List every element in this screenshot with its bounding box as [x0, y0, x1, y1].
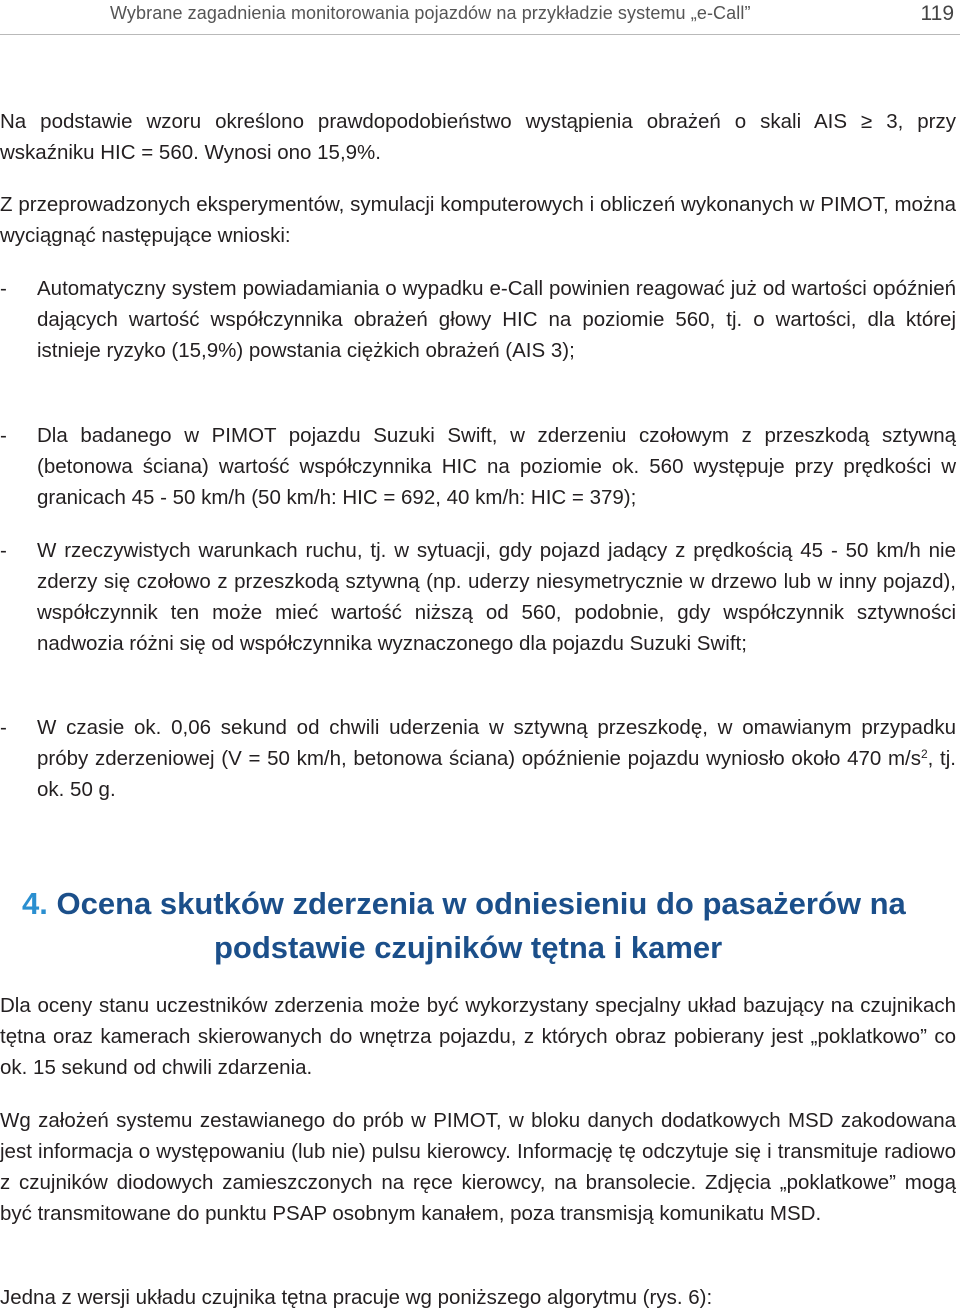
- body-paragraph-cameras: Dla oceny stanu uczestników zderzenia może być wykorzystany specjalny układ bazujący na czujnikach tętna oraz kamerach skierowanych do wnętrza pojazdu, z których obraz pobierany jest „poklatkowo” co ok. 15 sekund od chwili zdarzenia.: [0, 994, 956, 1079]
- list-item-text-tail: , tj. ok. 50 g.: [37, 747, 956, 801]
- greater-equal-symbol: ≥: [860, 110, 873, 133]
- section-number: 4.: [22, 886, 48, 921]
- list-item-text-main: W czasie ok. 0,06 sekund od chwili uderzenia w sztywną przeszkodę, w omawianym przypadku próby zderzeniowej (V = 50 km/h, betonowa ściana) opóźnienie pojazdu wyniosło około 470 m/s: [37, 716, 956, 770]
- list-item: [0, 273, 956, 366]
- list-item-text: [37, 712, 956, 805]
- page-number: 119: [920, 2, 954, 25]
- superscript-exponent: 2: [920, 747, 928, 761]
- section-title-part-2: podstawie czujników tętna i kamer: [214, 930, 723, 965]
- intro-paragraph-conclusions: Z przeprowadzonych eksperymentów, symulacji komputerowych i obliczeń wykonanych w PIMOT, można wyciągnąć następujące wnioski:: [0, 193, 956, 247]
- bullet-dash: -: [0, 539, 7, 562]
- list-item: [0, 712, 956, 805]
- list-item: [0, 535, 956, 659]
- bullet-dash: -: [0, 277, 7, 300]
- list-item-text: Automatyczny system powiadamiania o wypadku e-Call powinien reagować już od wartości opóźnień dających wartość współczynnika obrażeń głowy HIC na poziomie 560, tj. o wartości, dla której istnieje ryzyko (15,9%) powstania ciężkich obrażeń (AIS 3);: [37, 277, 956, 362]
- bullet-dash: -: [0, 424, 7, 447]
- intro-text-start: Na podstawie wzoru określono prawdopodobieństwo wystąpienia obrażeń o skali AIS: [0, 110, 861, 133]
- running-header: [0, 0, 960, 35]
- list-item: [0, 420, 956, 513]
- intro-text-end: 3, przy wskaźniku HIC = 560. Wynosi ono 15,9%.: [0, 110, 956, 164]
- body-paragraph-msd: Wg założeń systemu zestawianego do prób w PIMOT, w bloku danych dodatkowych MSD zakodowana jest informacja o występowaniu (lub nie) pulsu kierowcy. Informację tę odczytuje się i transmituje radiowo z czujników diodowych zamieszczonych na ręce kierowcy, na bransolecie. Zdjęcia „poklatkowe” mogą być transmitowane do punktu PSAP osobnym kanałem, poza transmisją komunikatu MSD.: [0, 1109, 956, 1225]
- intro-paragraph-ais: [0, 106, 956, 168]
- list-item-text: Dla badanego w PIMOT pojazdu Suzuki Swift, w zderzeniu czołowym z przeszkodą sztywną (betonowa ściana) wartość współczynnika HIC na poziomie ok. 560 występuje przy prędkości w granicach 45 - 50 km/h (50 km/h: HIC = 692, 40 km/h: HIC = 379);: [37, 424, 956, 509]
- body-paragraph-algorithm: Jedna z wersji układu czujnika tętna pracuje wg poniższego algorytmu (rys. 6):: [0, 1286, 713, 1309]
- section-title-part-1: Ocena skutków zderzenia w odniesieniu do pasażerów na: [47, 886, 906, 921]
- list-item-text: W rzeczywistych warunkach ruchu, tj. w sytuacji, gdy pojazd jadący z prędkością 45 - 50 km/h nie zderzy się czołowo z przeszkodą sztywną (np. uderzy niesymetrycznie w drzewo lub w inny pojazd), współczynnik ten może mieć wartość niższą od 560, podobnie, gdy współczynnik sztywności nadwozia różni się od współczynnika wyznaczonego dla pojazdu Suzuki Swift;: [37, 539, 956, 655]
- bullet-dash: -: [0, 716, 7, 739]
- section-heading-line-1: [22, 882, 906, 926]
- running-title: Wybrane zagadnienia monitorowania pojazdów na przykładzie systemu „e-Call”: [110, 3, 751, 23]
